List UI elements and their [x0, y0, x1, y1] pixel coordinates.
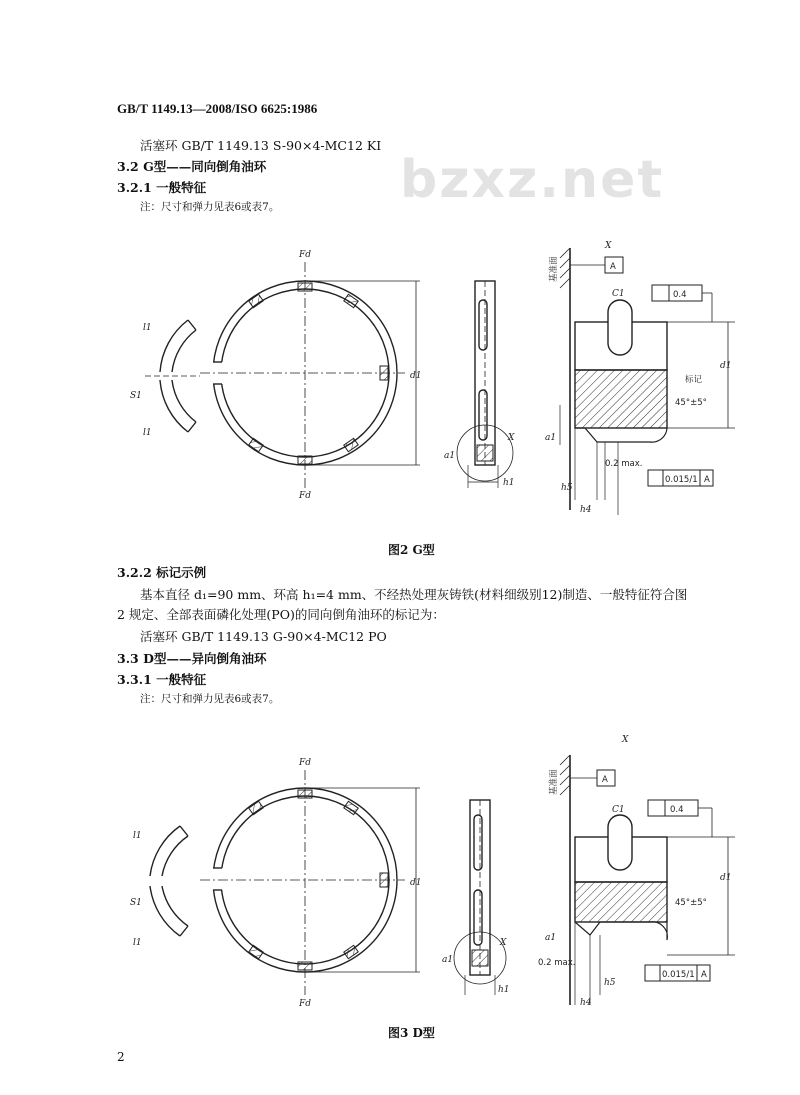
- fig3-fd-top: Fd: [299, 758, 312, 768]
- fig2-a1-label: a1: [444, 451, 456, 461]
- fig3-perp-ref: A: [701, 970, 707, 980]
- fig3-perp-tol: 0.015/1: [662, 970, 695, 980]
- fig3-d1-label: d1: [410, 878, 422, 888]
- fig2-s1-label: S1: [130, 391, 142, 401]
- fig3-flatness-value: 0.4: [670, 805, 684, 815]
- fig2-h5-label: h5: [561, 483, 573, 493]
- fig3-c1-label: C1: [612, 805, 625, 815]
- fig3-max-label: 0.2 max.: [538, 958, 576, 968]
- figure-2-caption: 图2 G型: [388, 543, 435, 557]
- figure-3-drawing: [150, 755, 735, 1005]
- paragraph-line-2: 2 规定、全部表面磷化处理(PO)的同向倒角油环的标记为：: [117, 607, 445, 622]
- page-number: 2: [117, 1050, 125, 1064]
- fig2-angle-label: 45°±5°: [675, 398, 707, 408]
- fig2-max-label: 0.2 max.: [605, 459, 643, 469]
- fig2-h4-label: h4: [580, 505, 592, 515]
- fig3-l1-top: l1: [133, 831, 142, 841]
- fig2-datum-a: A: [610, 262, 616, 272]
- fig2-x-label: X: [508, 433, 515, 443]
- section-3-2-1-heading: 3.2.1 一般特征: [117, 180, 207, 195]
- fig2-d1-label: d1: [410, 371, 422, 381]
- fig2-flatness-value: 0.4: [673, 290, 687, 300]
- fig3-a1-detail: a1: [545, 933, 557, 943]
- fig3-h5-label: h5: [604, 978, 616, 988]
- fig3-detail-x: X: [622, 735, 629, 745]
- mark-example-s: 活塞环 GB/T 1149.13 S-90×4-MC12 KI: [140, 138, 382, 153]
- fig2-fd-bottom: Fd: [299, 491, 312, 501]
- section-3-3-heading: 3.3 D型——异向倒角油环: [117, 651, 267, 666]
- fig3-s1-label: S1: [130, 898, 142, 908]
- fig2-h1-label: h1: [503, 478, 515, 488]
- note-1: 注：尺寸和弹力见表6或表7。: [140, 201, 280, 213]
- paragraph-line-1: 基本直径 d₁=90 mm、环高 h₁=4 mm、不经热处理灰铸铁(材料细级别12)制造、一般特征符合图: [140, 587, 688, 602]
- figure-3-caption: 图3 D型: [388, 1026, 435, 1040]
- fig3-angle-label: 45°±5°: [675, 898, 707, 908]
- watermark: bzxz.net: [400, 150, 665, 210]
- document-header: GB/T 1149.13—2008/ISO 6625:1986: [117, 101, 318, 116]
- fig3-datum-face: 基准面: [549, 769, 559, 795]
- fig3-x-label: X: [500, 938, 507, 948]
- fig3-l1-bottom: l1: [133, 938, 142, 948]
- fig2-d1-detail: d1: [720, 361, 732, 371]
- section-3-3-1-heading: 3.3.1 一般特征: [117, 672, 207, 687]
- section-3-2-heading: 3.2 G型——同向倒角油环: [117, 159, 267, 174]
- fig2-c1-label: C1: [612, 289, 625, 299]
- fig2-fd-top: Fd: [299, 250, 312, 260]
- fig3-fd-bottom: Fd: [299, 999, 312, 1009]
- section-3-2-2-heading: 3.2.2 标记示例: [117, 565, 207, 580]
- fig3-h4-label: h4: [580, 998, 592, 1008]
- fig3-datum-a: A: [602, 775, 608, 785]
- note-2: 注：尺寸和弹力见表6或表7。: [140, 693, 280, 705]
- fig2-l1-top: l1: [143, 323, 152, 333]
- fig2-perp-ref: A: [704, 475, 710, 485]
- fig2-a1-detail: a1: [545, 433, 557, 443]
- figure-2-drawing: [145, 248, 735, 515]
- mark-example-g: 活塞环 GB/T 1149.13 G-90×4-MC12 PO: [140, 629, 387, 644]
- fig2-detail-x: X: [605, 241, 612, 251]
- fig3-a1-label: a1: [442, 955, 454, 965]
- fig2-datum-face: 基准面: [549, 256, 559, 282]
- fig3-h1-label: h1: [498, 985, 510, 995]
- fig2-l1-bottom: l1: [143, 428, 152, 438]
- fig2-perp-tol: 0.015/1: [665, 475, 698, 485]
- fig2-marking-label: 标记: [685, 375, 703, 385]
- fig3-d1-detail: d1: [720, 873, 732, 883]
